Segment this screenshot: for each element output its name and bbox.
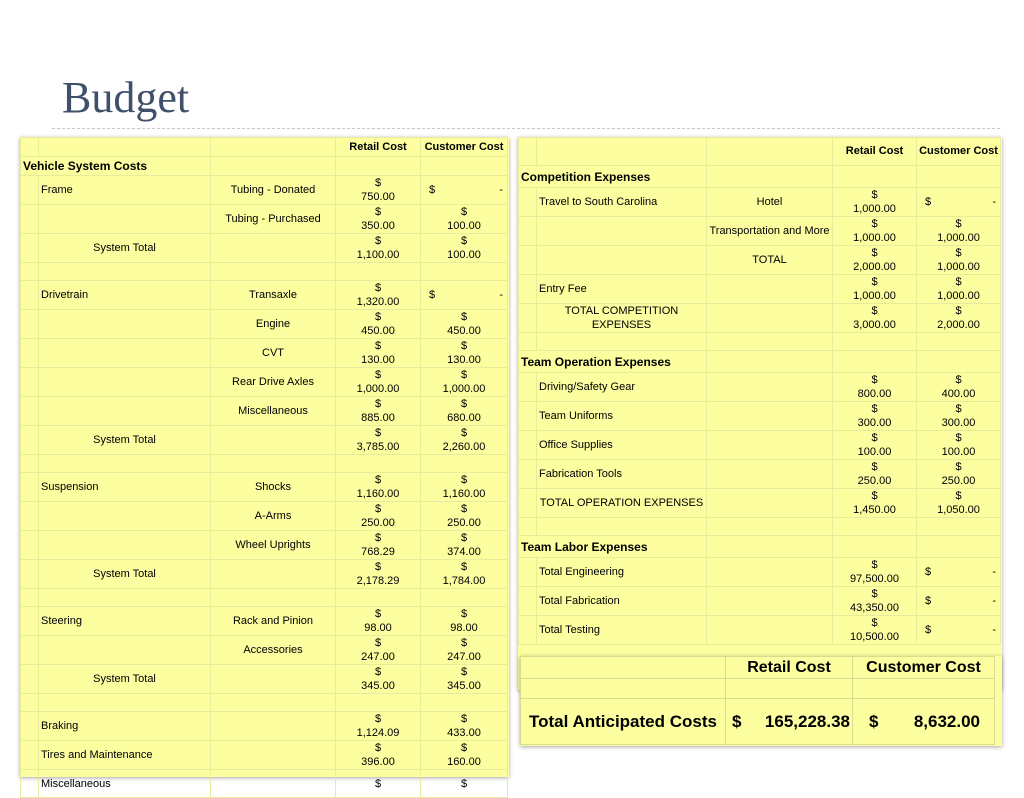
dash-value: - <box>992 566 996 578</box>
section-title: Competition Expenses <box>519 166 707 188</box>
category-label: Frame <box>39 176 211 205</box>
item-label <box>707 616 833 645</box>
category-label <box>39 368 211 397</box>
budget-row <box>21 234 508 263</box>
expense-label: Driving/Safety Gear <box>537 373 707 402</box>
dash-value: - <box>499 184 503 196</box>
customer-cost-cell: $ 433.00 <box>421 712 508 741</box>
customer-cost-cell: $ 98.00 <box>421 607 508 636</box>
customer-cost-cell: $ 1,000.00 <box>421 368 508 397</box>
retail-cost-cell: $ 885.00 <box>336 397 421 426</box>
retail-cost-cell: $ 250.00 <box>833 460 917 489</box>
total-anticipated-table <box>520 656 995 745</box>
currency-symbol: $ <box>925 595 932 607</box>
expense-label: Total Fabrication <box>537 587 707 616</box>
dash-value: - <box>992 196 996 208</box>
retail-cost-cell: $ 1,124.09 <box>336 712 421 741</box>
total-customer-value <box>853 699 995 745</box>
budget-row <box>21 339 508 368</box>
retail-cost-cell: $ 10,500.00 <box>833 616 917 645</box>
currency-symbol: $ <box>869 711 879 731</box>
expense-row <box>519 460 1001 489</box>
total-anticipated-sheet <box>520 656 1002 746</box>
total-customer-header: Customer Cost <box>853 657 995 679</box>
customer-cost-cell: $ 2,000.00 <box>917 304 1001 333</box>
customer-cost-cell: $ 400.00 <box>917 373 1001 402</box>
expense-row <box>519 431 1001 460</box>
spacer-row <box>21 455 508 473</box>
section-total-row <box>519 304 1001 333</box>
retail-cost-cell: $ 2,000.00 <box>833 246 917 275</box>
retail-cost-cell: $ 450.00 <box>336 310 421 339</box>
customer-cost-cell: $ 2,260.00 <box>421 426 508 455</box>
retail-cost-cell: $ 1,000.00 <box>833 217 917 246</box>
budget-row <box>21 397 508 426</box>
vehicle-costs-table <box>20 137 508 798</box>
retail-cost-cell: $ 1,000.00 <box>833 188 917 217</box>
dash-value: - <box>992 595 996 607</box>
category-label <box>39 205 211 234</box>
vehicle-costs-sheet <box>20 137 509 790</box>
slide-title: Budget <box>62 73 190 122</box>
expense-label: Team Uniforms <box>537 402 707 431</box>
item-label <box>707 275 833 304</box>
retail-cost-cell: $ 43,350.00 <box>833 587 917 616</box>
retail-amount: 165,228.38 <box>764 711 850 731</box>
total-label: TOTAL OPERATION EXPENSES <box>537 489 707 518</box>
expenses-table <box>518 137 1001 645</box>
retail-cost-cell: $ 1,100.00 <box>336 234 421 263</box>
category-label: Drivetrain <box>39 281 211 310</box>
item-label <box>211 665 336 694</box>
item-label: Tubing - Donated <box>211 176 336 205</box>
item-label <box>211 560 336 589</box>
category-label: Suspension <box>39 473 211 502</box>
customer-cost-cell: $ 100.00 <box>421 234 508 263</box>
item-label: Wheel Uprights <box>211 531 336 560</box>
section-row <box>519 536 1001 558</box>
currency-symbol: $ <box>429 289 436 301</box>
budget-row <box>21 741 508 770</box>
total-label: TOTAL COMPETITION EXPENSES <box>537 304 707 333</box>
category-label: System Total <box>39 560 211 589</box>
total-retail-header: Retail Cost <box>726 657 853 679</box>
expense-row <box>519 217 1001 246</box>
currency-symbol: $ <box>925 196 932 208</box>
category-label <box>39 531 211 560</box>
customer-cost-cell <box>917 587 1001 616</box>
item-label <box>707 587 833 616</box>
customer-cost-cell: $ 680.00 <box>421 397 508 426</box>
customer-cost-cell: $ 100.00 <box>421 205 508 234</box>
customer-cost-header: Customer Cost <box>917 138 1001 166</box>
item-label <box>707 373 833 402</box>
item-label: Shocks <box>211 473 336 502</box>
customer-cost-cell: $ 374.00 <box>421 531 508 560</box>
retail-cost-cell: $ 800.00 <box>833 373 917 402</box>
header-row <box>519 138 1001 166</box>
retail-cost-cell: $ 98.00 <box>336 607 421 636</box>
expense-label: Total Engineering <box>537 558 707 587</box>
budget-row <box>21 426 508 455</box>
budget-row <box>21 560 508 589</box>
customer-cost-cell: $ 1,000.00 <box>917 246 1001 275</box>
expense-row <box>519 275 1001 304</box>
expense-row <box>519 616 1001 645</box>
item-label: Transportation and More <box>707 217 833 246</box>
category-label <box>39 502 211 531</box>
retail-cost-cell: $ 2,178.29 <box>336 560 421 589</box>
budget-row <box>21 665 508 694</box>
expense-row <box>519 587 1001 616</box>
retail-cost-cell: $ 97,500.00 <box>833 558 917 587</box>
item-label: TOTAL <box>707 246 833 275</box>
retail-cost-cell: $ 250.00 <box>336 502 421 531</box>
customer-cost-cell: $ 100.00 <box>917 431 1001 460</box>
expenses-sheet <box>518 137 1002 690</box>
expense-label <box>537 246 707 275</box>
customer-cost-cell: $ <box>421 770 508 798</box>
category-label: Steering <box>39 607 211 636</box>
budget-row <box>21 712 508 741</box>
customer-cost-cell: $ 300.00 <box>917 402 1001 431</box>
spacer-row <box>519 333 1001 351</box>
category-label <box>39 397 211 426</box>
section-title: Vehicle System Costs <box>21 157 211 176</box>
budget-row <box>21 368 508 397</box>
retail-cost-cell: $ <box>336 770 421 798</box>
customer-cost-cell: $ 1,000.00 <box>917 217 1001 246</box>
customer-cost-header: Customer Cost <box>421 138 508 157</box>
spacer-row <box>21 589 508 607</box>
budget-row <box>21 636 508 665</box>
customer-amount: 8,632.00 <box>913 711 980 731</box>
total-anticipated-label: Total Anticipated Costs <box>521 699 726 745</box>
category-label: Tires and Maintenance <box>39 741 211 770</box>
spacer-row <box>21 263 508 281</box>
item-label: Transaxle <box>211 281 336 310</box>
category-label <box>39 310 211 339</box>
expense-label: Office Supplies <box>537 431 707 460</box>
expense-row <box>519 558 1001 587</box>
currency-symbol: $ <box>429 184 436 196</box>
customer-cost-cell <box>917 616 1001 645</box>
retail-cost-cell: $ 1,450.00 <box>833 489 917 518</box>
item-label: Rack and Pinion <box>211 607 336 636</box>
budget-row <box>21 531 508 560</box>
customer-cost-cell: $ 1,000.00 <box>917 275 1001 304</box>
expense-row <box>519 188 1001 217</box>
category-label: System Total <box>39 426 211 455</box>
currency-symbol: $ <box>925 566 932 578</box>
retail-cost-cell: $ 300.00 <box>833 402 917 431</box>
item-label: A-Arms <box>211 502 336 531</box>
retail-cost-cell: $ 3,000.00 <box>833 304 917 333</box>
item-label <box>707 460 833 489</box>
spacer-row <box>21 694 508 712</box>
category-label <box>39 339 211 368</box>
currency-symbol: $ <box>732 711 742 731</box>
dash-value: - <box>992 624 996 636</box>
customer-cost-cell: $ 250.00 <box>917 460 1001 489</box>
expense-label: Travel to South Carolina <box>537 188 707 217</box>
item-label: Rear Drive Axles <box>211 368 336 397</box>
expense-row <box>519 373 1001 402</box>
section-title: Team Labor Expenses <box>519 536 707 558</box>
expense-label <box>537 217 707 246</box>
customer-cost-cell: $ 247.00 <box>421 636 508 665</box>
total-value-row <box>521 699 995 745</box>
customer-cost-cell <box>421 176 508 205</box>
retail-cost-cell: $ 1,320.00 <box>336 281 421 310</box>
section-row <box>519 166 1001 188</box>
section-title: Team Operation Expenses <box>519 351 707 373</box>
budget-row <box>21 176 508 205</box>
budget-row <box>21 281 508 310</box>
retail-cost-cell: $ 350.00 <box>336 205 421 234</box>
header-row <box>21 138 508 157</box>
section-row <box>21 157 508 176</box>
retail-cost-cell: $ 750.00 <box>336 176 421 205</box>
item-label <box>707 402 833 431</box>
retail-cost-cell: $ 1,000.00 <box>833 275 917 304</box>
customer-cost-cell: $ 1,050.00 <box>917 489 1001 518</box>
section-total-row <box>519 489 1001 518</box>
retail-cost-header: Retail Cost <box>336 138 421 157</box>
retail-cost-cell: $ 768.29 <box>336 531 421 560</box>
customer-cost-cell: $ 130.00 <box>421 339 508 368</box>
dash-value: - <box>499 289 503 301</box>
category-label: Braking <box>39 712 211 741</box>
budget-row <box>21 205 508 234</box>
item-label: Tubing - Purchased <box>211 205 336 234</box>
item-label: Engine <box>211 310 336 339</box>
item-label <box>211 712 336 741</box>
title-divider <box>52 128 1000 129</box>
budget-row <box>21 310 508 339</box>
expense-row <box>519 246 1001 275</box>
category-label: System Total <box>39 665 211 694</box>
customer-cost-cell: $ 1,160.00 <box>421 473 508 502</box>
section-row <box>519 351 1001 373</box>
customer-cost-cell: $ 1,784.00 <box>421 560 508 589</box>
category-label: Miscellaneous <box>39 770 211 798</box>
budget-row <box>21 502 508 531</box>
budget-row <box>21 770 508 798</box>
retail-cost-cell: $ 345.00 <box>336 665 421 694</box>
retail-cost-cell: $ 1,000.00 <box>336 368 421 397</box>
item-label <box>211 426 336 455</box>
total-spacer-row <box>521 679 995 699</box>
total-retail-value <box>726 699 853 745</box>
retail-cost-cell: $ 396.00 <box>336 741 421 770</box>
customer-cost-cell <box>917 558 1001 587</box>
retail-cost-cell: $ 100.00 <box>833 431 917 460</box>
retail-cost-header: Retail Cost <box>833 138 917 166</box>
expense-label: Fabrication Tools <box>537 460 707 489</box>
customer-cost-cell: $ 160.00 <box>421 741 508 770</box>
customer-cost-cell <box>421 281 508 310</box>
item-label <box>211 741 336 770</box>
customer-cost-cell: $ 450.00 <box>421 310 508 339</box>
item-label <box>707 558 833 587</box>
expense-label: Entry Fee <box>537 275 707 304</box>
expense-row <box>519 402 1001 431</box>
retail-cost-cell: $ 247.00 <box>336 636 421 665</box>
item-label: Accessories <box>211 636 336 665</box>
item-label: Hotel <box>707 188 833 217</box>
category-label: System Total <box>39 234 211 263</box>
currency-symbol: $ <box>925 624 932 636</box>
total-header-row <box>521 657 995 679</box>
customer-cost-cell: $ 345.00 <box>421 665 508 694</box>
item-label: Miscellaneous <box>211 397 336 426</box>
spacer-row <box>519 518 1001 536</box>
budget-row <box>21 607 508 636</box>
customer-cost-cell: $ 250.00 <box>421 502 508 531</box>
customer-cost-cell <box>917 188 1001 217</box>
budget-row <box>21 473 508 502</box>
retail-cost-cell: $ 3,785.00 <box>336 426 421 455</box>
category-label <box>39 636 211 665</box>
retail-cost-cell: $ 1,160.00 <box>336 473 421 502</box>
item-label: CVT <box>211 339 336 368</box>
item-label <box>211 234 336 263</box>
retail-cost-cell: $ 130.00 <box>336 339 421 368</box>
item-label <box>211 770 336 798</box>
item-label <box>707 431 833 460</box>
expense-label: Total Testing <box>537 616 707 645</box>
